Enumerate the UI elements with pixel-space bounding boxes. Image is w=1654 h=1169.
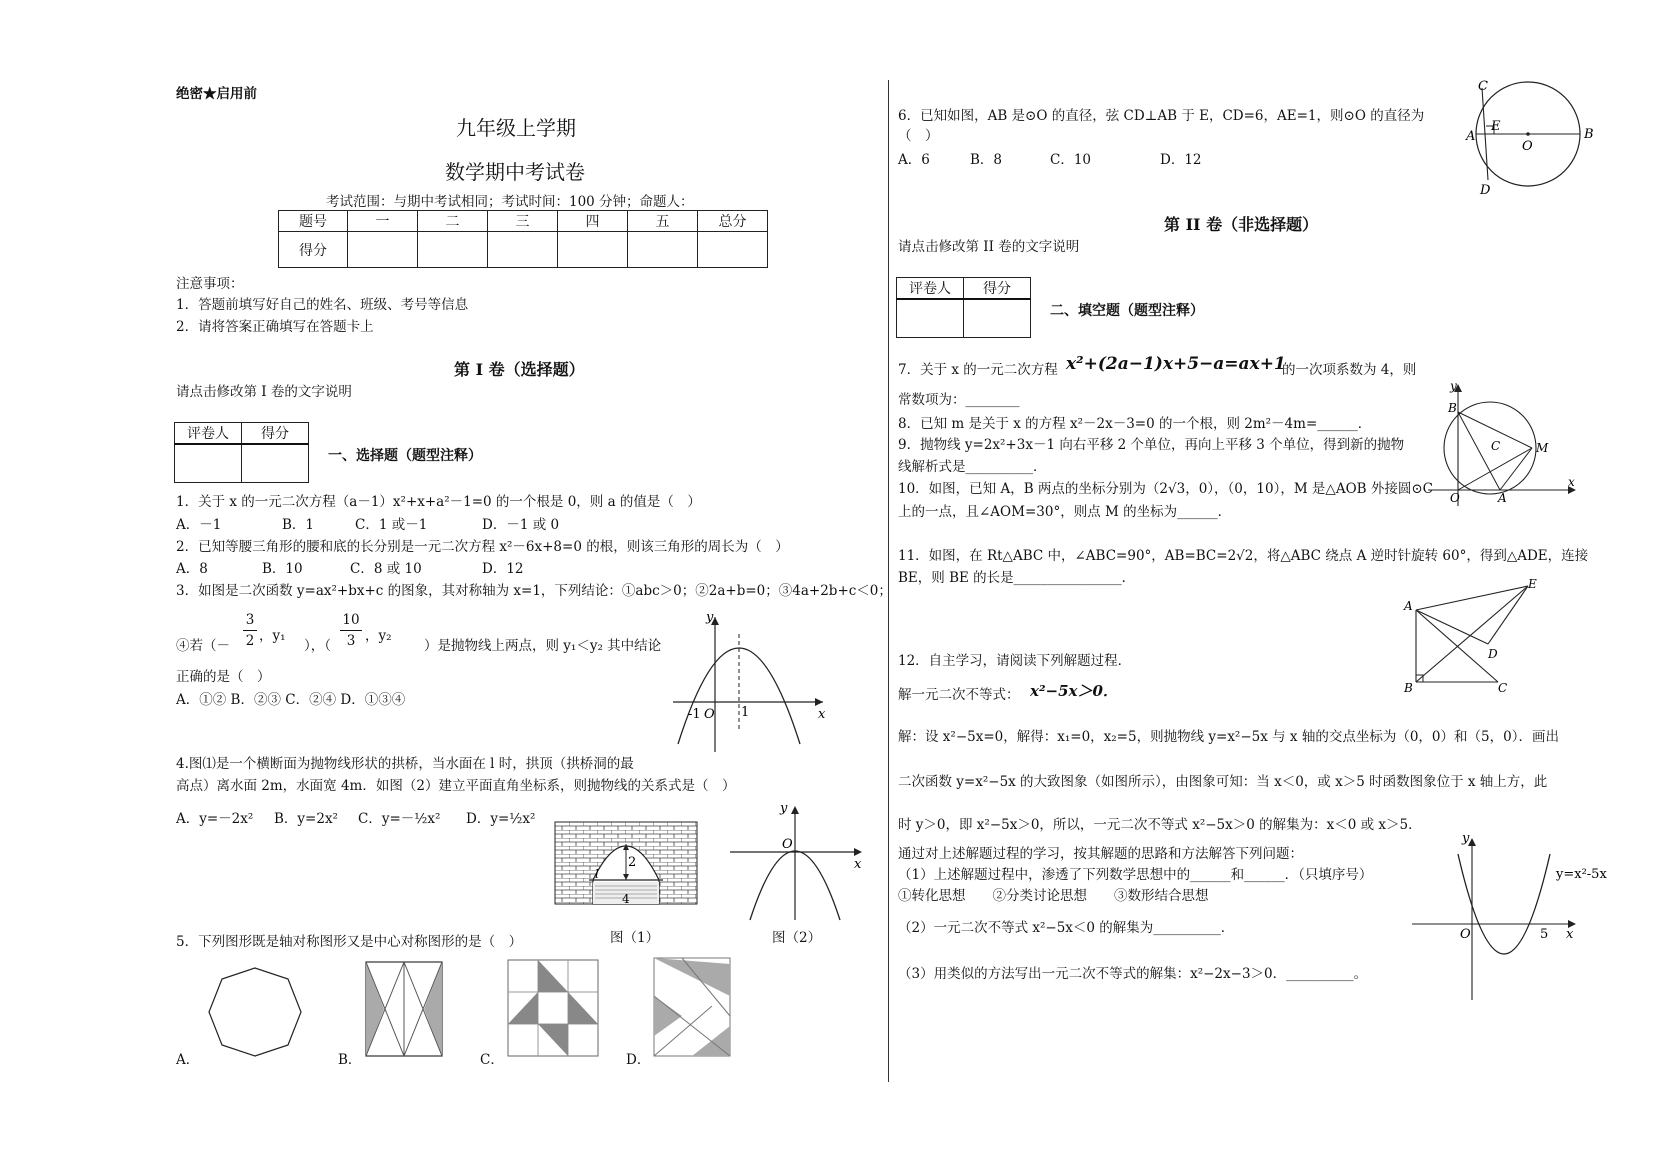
q4-bridge-figure	[555, 822, 697, 904]
q12-solution-1: 解：设 x²−5x=0，解得：x₁=0，x₂=5，则抛物线 y=x²−5x 与 x 轴的交点坐标为（0，0）和（5，0）．画出	[898, 729, 1559, 745]
score-header-cell: 五	[628, 211, 698, 232]
q9-text-2: 线解析式是__________．	[898, 459, 1047, 475]
score-header-cell: 一	[348, 211, 418, 232]
q6-option-b[interactable]: B．8	[970, 152, 1003, 168]
q12-intro: 12．自主学习，请阅读下列解题过程．	[898, 653, 1132, 669]
grader-header: 得分	[242, 423, 309, 445]
q3-frac1-num: 3	[245, 612, 255, 628]
grader-header: 评卷人	[175, 423, 242, 445]
fig2-caption: 图（2）	[772, 930, 822, 946]
q10-c-label: C	[1491, 439, 1501, 453]
q3-line2-prefix: ④若（－	[176, 638, 230, 654]
graph-origin-label: O	[704, 707, 715, 722]
q7-suffix: 的一次项系数为 4，则	[1282, 362, 1417, 378]
q11-c-label: C	[1498, 681, 1508, 695]
fig2-x-label: x	[854, 857, 862, 872]
score-input-cell[interactable]	[558, 232, 628, 268]
part2-title: 第 II 卷（非选择题）	[1164, 215, 1319, 234]
q5-option-b[interactable]: B．	[338, 1052, 362, 1068]
q10-a-label: A	[1498, 491, 1507, 505]
note-item: 2．请将答案正确填写在答题卡上	[176, 319, 374, 335]
q6-option-a[interactable]: A．6	[898, 152, 930, 168]
score-row-label: 得分	[279, 232, 348, 268]
q11-text-1: 11．如图，在 Rt△ABC 中，∠ABC=90°，AB=BC=2√2，将△ABC 绕点 A 逆时针旋转 60°，得到△ADE，连接	[898, 548, 1589, 564]
page-subtitle: 数学期中考试卷	[445, 160, 585, 184]
q6-text-1: 6．已知如图，AB 是⊙O 的直径，弦 CD⊥AB 于 E，CD=6，AE=1，则⊙O 的直径为	[898, 108, 1425, 124]
score-input-cell[interactable]	[698, 232, 768, 268]
bridge-height-label: 2	[628, 855, 637, 870]
q4-text-2: 高点）离水面 2m，水面宽 4m．如图（2）建立平面直角坐标系，则抛物线的关系式是（ ）	[176, 778, 736, 794]
q3-line3: 正确的是（ ）	[176, 669, 271, 685]
score-header-cell: 三	[488, 211, 558, 232]
fig2-y-label: y	[780, 801, 788, 816]
q11-e-label: E	[1528, 577, 1537, 591]
score-header-cell: 二	[418, 211, 488, 232]
part1-desc: 请点击修改第 I 卷的文字说明	[176, 384, 352, 400]
score-input-cell[interactable]	[628, 232, 698, 268]
note-item: 1．答题前填写好自己的姓名、班级、考号等信息	[176, 297, 469, 313]
circle-b-label: B	[1584, 127, 1594, 142]
q5-figure-b	[364, 960, 444, 1058]
score-table	[278, 210, 768, 268]
q3-frac2-num: 10	[342, 612, 360, 628]
q11-b-label: B	[1404, 681, 1413, 695]
graph-y-label: y	[706, 610, 714, 625]
q7-line2: 常数项为：________	[898, 392, 1020, 408]
q2-option-d[interactable]: D．12	[482, 561, 524, 577]
q8-text: 8．已知 m 是关于 x 的方程 x²－2x－3=0 的一个根，则 2m²－4m=______．	[898, 416, 1372, 432]
grader-input-cell[interactable]	[897, 299, 964, 337]
grader-input-cell[interactable]	[242, 444, 309, 482]
q12-sub-2: （2）一元二次不等式 x²−5x＜0 的解集为__________．	[898, 920, 1235, 936]
q12-sub-intro: 通过对上述解题过程的学习，按其解题的思路和方法解答下列问题：	[898, 846, 1303, 862]
q5-figure-a	[205, 964, 305, 1060]
exam-info: 考试范围：与期中考试相同；考试时间：100 分钟；命题人：	[326, 194, 694, 210]
q12-task-prefix: 解一元二次不等式：	[898, 687, 1020, 703]
q5-figure-d	[652, 956, 732, 1058]
score-header-cell: 总分	[698, 211, 768, 232]
q6-circle-figure	[1458, 79, 1594, 198]
q12-y-label: y	[1462, 831, 1470, 846]
circle-c-label: C	[1478, 79, 1488, 94]
section2-title: 二、填空题（题型注释）	[1050, 303, 1204, 319]
q12-thoughts: ①转化思想 ②分类讨论思想 ③数形结合思想	[898, 888, 1209, 904]
circle-a-label: A	[1466, 129, 1476, 144]
q4-option-a[interactable]: A．y=－2x²	[176, 811, 254, 827]
q1-text: 1．关于 x 的一元二次方程（a－1）x²+x+a²－1=0 的一个根是 0，则 a 的值是（ ）	[176, 494, 701, 510]
circle-o-label: O	[1522, 139, 1533, 154]
score-header-cell: 题号	[279, 211, 348, 232]
q12-task-ineq: x²−5x＞0．	[1030, 682, 1118, 700]
q2-option-a[interactable]: A．8	[176, 561, 208, 577]
q2-option-c[interactable]: C．8 或 10	[350, 561, 422, 577]
q5-text: 5．下列图形既是轴对称图形又是中心对称图形的是（ ）	[176, 934, 523, 950]
q3-frac2-den: 3	[346, 633, 356, 649]
part1-title: 第 I 卷（选择题）	[454, 360, 585, 379]
q7-equation: x²+(2a−1)x+5−a=ax+1	[1066, 354, 1286, 374]
q3-options[interactable]: A．①② B．②③ C．②④ D．①③④	[176, 692, 406, 708]
q2-text: 2．已知等腰三角形的腰和底的长分别是一元二次方程 x²－6x+8=0 的根，则该三角形的周长为（ ）	[176, 539, 789, 555]
q3-parabola-graph	[668, 612, 828, 752]
grader-input-cell[interactable]	[175, 444, 242, 482]
q5-option-c[interactable]: C．	[480, 1052, 504, 1068]
grader-header: 评卷人	[897, 278, 964, 300]
section1-title: 一、选择题（题型注释）	[328, 448, 482, 464]
q12-origin-label: O	[1460, 927, 1471, 942]
q12-x-label: x	[1566, 927, 1574, 942]
score-header-cell: 四	[558, 211, 628, 232]
q12-solution-3: 时 y＞0，即 x²−5x＞0，所以，一元二次不等式 x²−5x＞0 的解集为：x＜0 或 x＞5．	[898, 817, 1422, 833]
q3-y1: ，y₁	[259, 628, 286, 644]
q3-frac1-den: 2	[245, 633, 255, 649]
q6-text-2: （ ）	[898, 128, 939, 144]
q4-option-b[interactable]: B．y=2x²	[274, 811, 338, 827]
q3-y2: ，y₂	[365, 628, 392, 644]
q7-prefix: 7．关于 x 的一元二次方程	[898, 362, 1058, 378]
circle-d-label: D	[1480, 183, 1491, 198]
bridge-width-label: 4	[622, 892, 630, 906]
grader-table-2	[896, 277, 1031, 338]
q12-sub-1: （1）上述解题过程中，渗透了下列数学思想中的______和______．（只填序号）	[898, 867, 1373, 883]
q11-a-label: A	[1404, 599, 1413, 613]
part2-desc: 请点击修改第 II 卷的文字说明	[898, 239, 1080, 255]
graph-neg1-label: -1	[688, 707, 701, 722]
q5-option-a[interactable]: A．	[176, 1052, 200, 1068]
fig2-origin-label: O	[782, 837, 793, 852]
bridge-water-label: l	[595, 867, 599, 881]
q1-option-c[interactable]: C．1 或－1	[355, 517, 428, 533]
q3-line2-suffix: ）是抛物线上两点，则 y₁＜y₂ 其中结论	[424, 638, 662, 654]
page-title: 九年级上学期	[456, 116, 576, 140]
q10-m-label: M	[1536, 441, 1549, 455]
secret-mark: 绝密★启用前	[176, 86, 257, 102]
q6-option-d[interactable]: D．12	[1160, 152, 1202, 168]
q5-option-d[interactable]: D．	[626, 1052, 651, 1068]
score-input-cell[interactable]	[418, 232, 488, 268]
q10-x-label: x	[1568, 475, 1575, 489]
score-input-cell[interactable]	[488, 232, 558, 268]
q11-text-2: BE，则 BE 的长是________________．	[898, 570, 1136, 586]
q2-option-b[interactable]: B．10	[262, 561, 303, 577]
q10-o-label: O	[1450, 491, 1460, 505]
grader-header: 得分	[964, 278, 1031, 300]
q10-y-label: y	[1450, 379, 1457, 393]
graph-x-label: x	[818, 707, 826, 722]
graph-one-label: 1	[741, 705, 750, 720]
notes-title: 注意事项：	[176, 276, 244, 292]
q11-triangle-figure	[1402, 577, 1540, 695]
q5-figure-c	[506, 958, 602, 1058]
q9-text-1: 9．抛物线 y=2x²+3x－1 向右平移 2 个单位，再向上平移 3 个单位，得到新的抛物	[898, 437, 1405, 453]
q10-b-label: B	[1448, 401, 1457, 415]
grader-table-1	[174, 422, 309, 483]
grader-input-cell[interactable]	[964, 299, 1031, 337]
q12-solution-2: 二次函数 y=x²−5x 的大致图象（如图所示），由图象可知：当 x＜0，或 x＞5 时函数图象位于 x 轴上方，此	[898, 774, 1548, 790]
frac-bar	[243, 630, 257, 631]
q3-text: 3．如图是二次函数 y=ax²+bx+c 的图象，其对称轴为 x=1，下列结论：①abc＞0；②2a+b=0；③4a+2b+c＜0；	[176, 583, 892, 599]
q1-option-d[interactable]: D．－1 或 0	[482, 517, 560, 533]
q6-option-c[interactable]: C．10	[1050, 152, 1092, 168]
q12-five-label: 5	[1540, 927, 1549, 942]
circle-e-label: E	[1491, 119, 1501, 134]
q4-option-d[interactable]: D．y=½x²	[466, 811, 536, 827]
q11-d-label: D	[1488, 647, 1498, 661]
frac-bar	[340, 630, 362, 631]
q4-option-c[interactable]: C．y=－½x²	[358, 811, 441, 827]
q10-text-2: 上的一点，且∠AOM=30°，则点 M 的坐标为______．	[898, 504, 1232, 520]
q10-circle-figure	[1428, 379, 1578, 506]
q4-text-1: 4.图⑴是一个横断面为抛物线形状的拱桥，当水面在 l 时，拱顶（拱桥洞的最	[176, 756, 634, 772]
score-input-cell[interactable]	[348, 232, 418, 268]
q1-option-a[interactable]: A．－1	[176, 517, 222, 533]
q12-parabola-graph	[1408, 831, 1607, 1002]
q1-option-b[interactable]: B．1	[282, 517, 315, 533]
q4-coordinate-figure	[730, 802, 870, 922]
q10-text-1: 10．如图，已知 A，B 两点的坐标分别为（2√3，0），（0，10），M 是△AOB 外接圆⊙C	[898, 481, 1433, 497]
q12-curve-label: y=x²-5x	[1556, 867, 1607, 882]
q3-mid: ），（	[304, 638, 331, 654]
q12-sub-3: （3）用类似的方法写出一元二次不等式的解集：x²−2x−3＞0．__________。	[898, 966, 1368, 982]
fig1-caption: 图（1）	[610, 930, 660, 946]
